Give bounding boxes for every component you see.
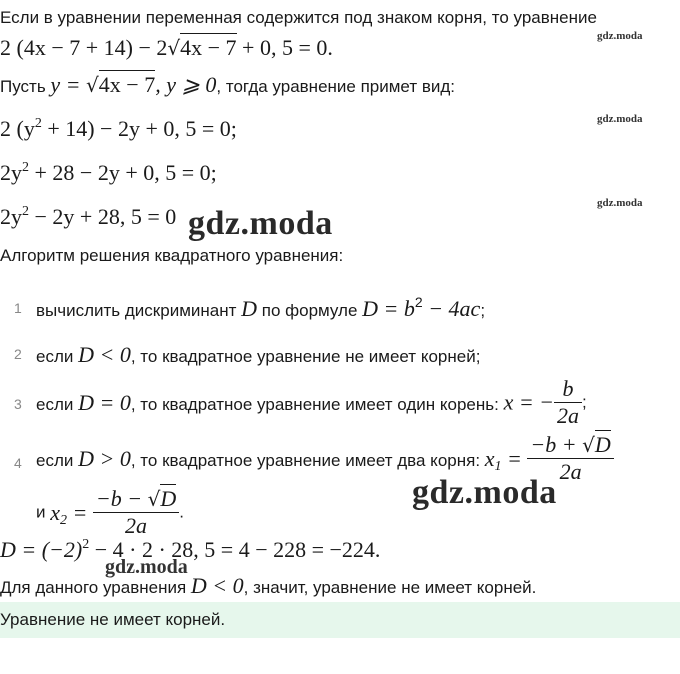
- substitution-lhs: y =: [50, 72, 87, 97]
- equation-step-2: $2y^2 + 28 - 2y + 0$, 5 = 0;: [0, 160, 217, 185]
- watermark-large: gdz.moda: [188, 205, 333, 242]
- substitution-line: [0, 74, 455, 98]
- watermark: gdz.moda: [105, 556, 188, 578]
- main-eq-left: 2 (4x − 7 + 14) − 2: [0, 35, 168, 60]
- main-eq-radicand: 4x − 7: [180, 35, 237, 60]
- watermark: gdz.moda: [597, 197, 643, 209]
- substitution-condition: , y ⩾ 0: [155, 72, 217, 97]
- algorithm-heading: Алгоритм решения квадратного уравнения:: [0, 246, 344, 265]
- watermark: gdz.moda: [597, 30, 643, 42]
- algorithm-step-4: если D > 0, то квадратное уравнение имеет два корня: $x_1$ = $\frac{-b + √D}{2a}$: [36, 432, 614, 485]
- list-number: 3: [14, 396, 22, 412]
- x2-formula: и $x_2$ = $\frac{-b - √D}{2a}$ .: [36, 486, 184, 538]
- equation-step-3: $2y^2 - 2y + 28$, 5 = 0: [0, 204, 177, 229]
- conclusion-text: Для данного уравнения D < 0, значит, уравнение не имеет корней.: [0, 573, 537, 598]
- algorithm-step-3: если D = 0, то квадратное уравнение имеет один корень: x = − $\frac{b}{2a}$ ;: [36, 376, 587, 428]
- fraction: $\frac{-b - √D}{2a}$: [93, 486, 179, 539]
- watermark-large: gdz.moda: [412, 474, 557, 511]
- algorithm-step-2: если D < 0, то квадратное уравнение не имеет корней;: [36, 342, 481, 367]
- substitution-prefix: Пусть: [0, 77, 46, 96]
- sqrt: √4x − 7: [167, 35, 237, 60]
- main-equation: [0, 37, 333, 59]
- main-eq-right: + 0, 5 = 0.: [236, 35, 333, 60]
- equation-step-1: 2 $(y^2 + 14) - 2y + 0$, 5 = 0;: [0, 116, 237, 141]
- watermark: gdz.moda: [597, 113, 643, 125]
- intro-text: Если в уравнении переменная содержится под знаком корня, то уравнение: [0, 8, 597, 27]
- answer-text: Уравнение не имеет корней.: [0, 610, 226, 629]
- answer-box: [0, 602, 680, 638]
- fraction: $\frac{-b + √D}{2a}$: [527, 432, 613, 485]
- list-number: 2: [14, 346, 22, 362]
- list-number: 1: [14, 300, 22, 316]
- list-number: 4: [14, 455, 22, 471]
- algorithm-step-1: вычислить дискриминант D по формуле $D = b^2 - 4ac$;: [36, 294, 486, 321]
- fraction: $\frac{b}{2a}$: [554, 376, 582, 429]
- sqrt: √4x − 7: [86, 72, 156, 97]
- substitution-suffix: , тогда уравнение примет вид:: [216, 77, 456, 96]
- substitution-radicand: 4x − 7: [98, 72, 156, 97]
- discriminant-calc: $D = (-2)^2 - 4 \cdot 2 \cdot 28$, 5 = 4 − 228 = −224.: [0, 537, 381, 562]
